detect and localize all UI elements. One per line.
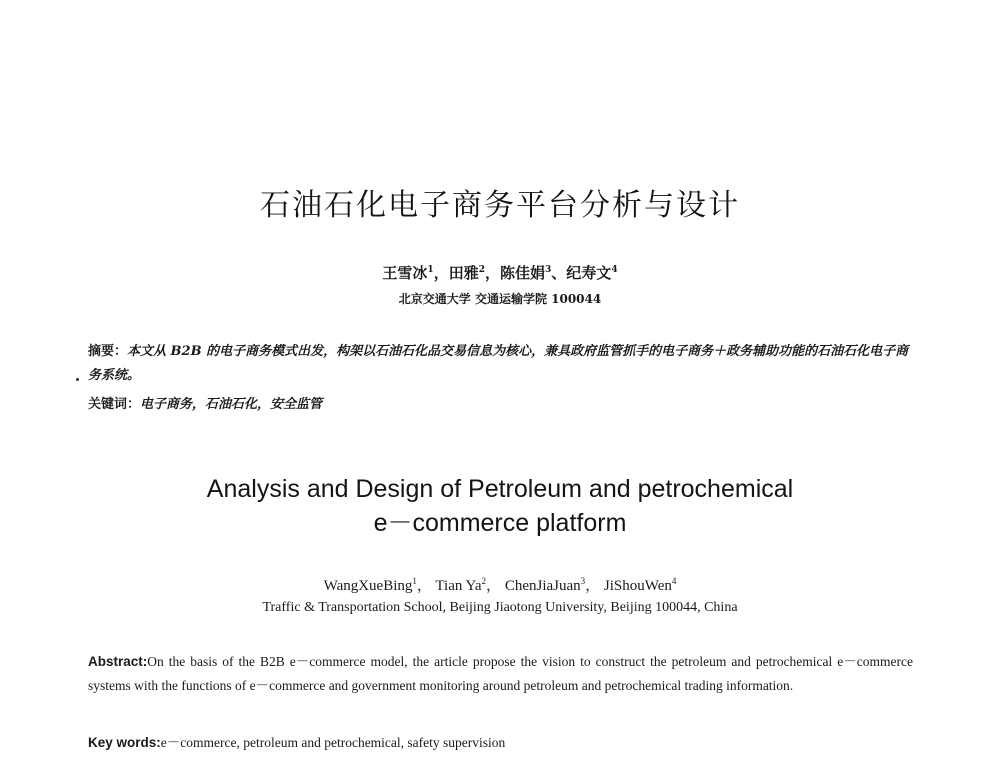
chinese-keywords-text: 电子商务，石油石化，安全监管 — [140, 397, 323, 412]
english-keywords-label: Key words: — [88, 735, 161, 750]
author-name: ChenJiaJuan — [504, 578, 581, 594]
english-authors — [0, 574, 1000, 595]
english-abstract-text: On the basis of the B2B e－commerce model, the article propose the vision to construct the petroleum and petrochemical e－commerce systems with the functions of e－commerce and government monitoring around petroleum and petrochemical trading information. — [88, 654, 913, 693]
author-name: 田雅 — [448, 264, 479, 282]
chinese-keywords-label: 关键词： — [88, 397, 141, 412]
chinese-authors — [0, 262, 1000, 283]
author-name: 纪寿文 — [566, 264, 612, 282]
author-separator: ， — [416, 578, 432, 594]
english-title — [0, 472, 1000, 540]
author-separator: ， — [484, 264, 500, 282]
author-separator: ， — [433, 264, 449, 282]
author-separator: ， — [585, 578, 601, 594]
author-name: 陈佳娟 — [500, 264, 546, 282]
chinese-abstract-text: 本文从 B2B 的电子商务模式出发，构架以石油石化品交易信息为核心，兼具政府监管抓手的电子商务＋政务辅助功能的石油石化电子商务系统。 — [88, 344, 909, 383]
author-superscript: 3 — [545, 265, 552, 275]
author-superscript: 4 — [611, 265, 618, 275]
author-superscript: 2 — [481, 576, 487, 586]
chinese-abstract-label: 摘要： — [88, 344, 128, 359]
author-superscript: 3 — [580, 576, 586, 586]
english-title-line-2: e－commerce platform — [373, 509, 627, 537]
scan-dot-mark — [76, 378, 79, 381]
chinese-title: 石油石化电子商务平台分析与设计 — [260, 188, 740, 223]
author-superscript: 2 — [478, 265, 485, 275]
english-keywords — [88, 731, 505, 751]
chinese-abstract — [88, 340, 918, 388]
english-abstract — [88, 650, 913, 698]
author-name: WangXueBing — [323, 578, 413, 594]
author-name: 王雪冰 — [382, 264, 428, 282]
author-separator: ， — [486, 578, 502, 594]
chinese-affiliation: 北京交通大学 交通运输学院 100044 — [398, 292, 602, 306]
author-name: Tian Ya — [435, 578, 482, 594]
author-superscript: 4 — [671, 576, 677, 586]
english-keywords-text: e－commerce, petroleum and petrochemical, safety supervision — [160, 735, 506, 750]
english-title-line-1: Analysis and Design of Petroleum and petrochemical — [206, 475, 794, 503]
english-affiliation: Traffic & Transportation School, Beijing Jiaotong University, Beijing 100044, China — [262, 600, 738, 615]
author-separator: 、 — [551, 264, 567, 282]
author-superscript: 1 — [412, 576, 417, 586]
author-name: JiShouWen — [603, 578, 672, 594]
english-abstract-label: Abstract: — [88, 654, 148, 669]
chinese-keywords — [88, 393, 322, 412]
author-superscript: 1 — [427, 265, 434, 275]
